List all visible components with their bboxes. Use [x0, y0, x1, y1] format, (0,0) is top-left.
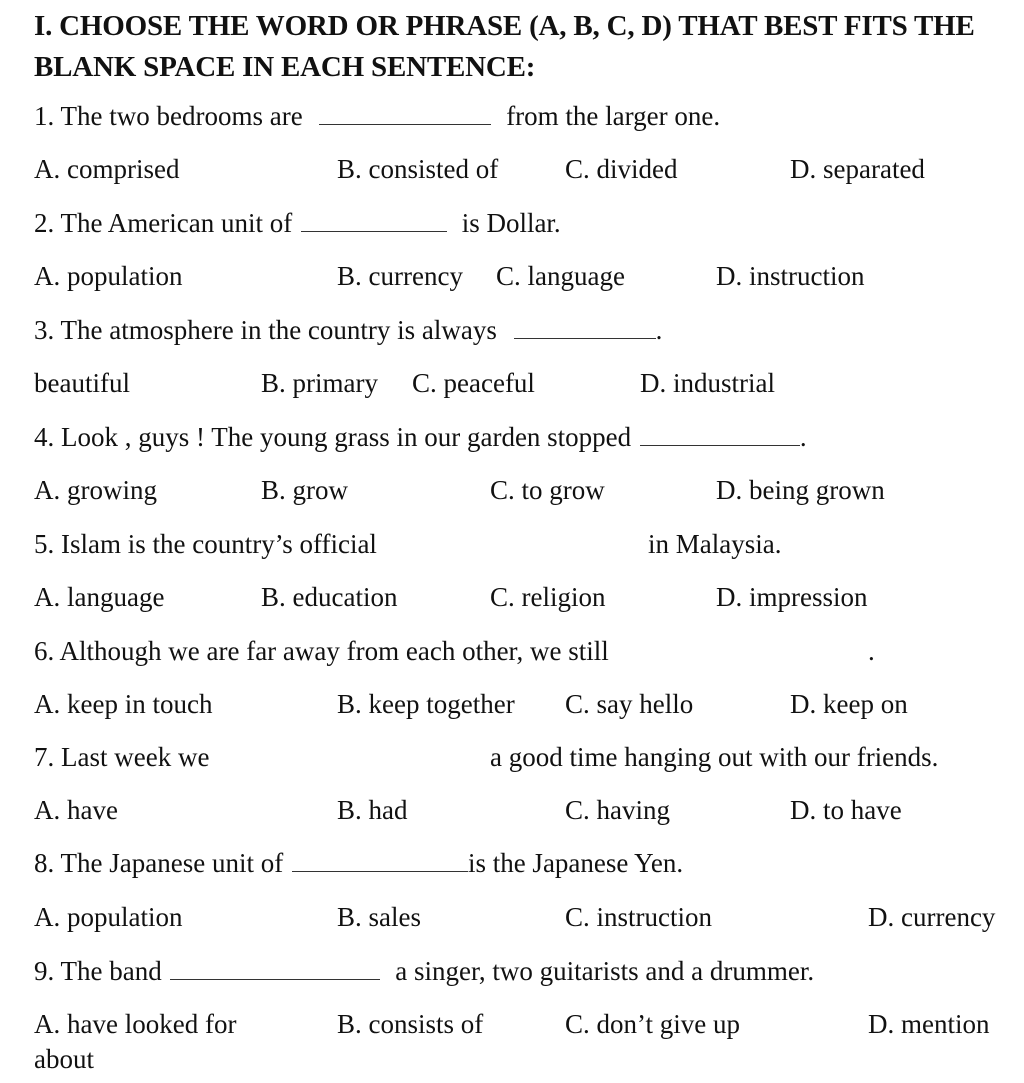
option-2b: B. currency — [337, 261, 463, 291]
option-5d: D. impression — [716, 582, 868, 612]
option-2a: A. population — [34, 261, 183, 291]
question-3-tail: . — [655, 315, 663, 345]
question-9-tail: a singer, two guitarists and a drummer. — [395, 956, 815, 986]
option-3d: D. industrial — [640, 368, 775, 398]
answer-blank — [319, 102, 491, 125]
option-7a: A. have — [34, 795, 118, 825]
option-7d: D. to have — [790, 795, 902, 825]
option-1c: C. divided — [565, 154, 678, 184]
option-4c: C. to grow — [490, 475, 605, 505]
option-3a: beautiful — [34, 368, 130, 398]
option-8c: C. instruction — [565, 902, 712, 932]
section-heading: I. CHOOSE THE WORD OR PHRASE (A, B, C, D) THAT BEST FITS THE BLANK SPACE IN EACH SENTENCE: — [34, 10, 975, 83]
answer-blank — [170, 957, 380, 980]
option-4b: B. grow — [261, 475, 348, 505]
question-2-tail: is Dollar. — [461, 208, 561, 238]
option-5a: A. language — [34, 582, 165, 612]
option-4d: D. being grown — [716, 475, 885, 505]
option-1a: A. comprised — [34, 154, 180, 184]
option-9c: C. don’t give up — [565, 1009, 740, 1039]
option-8d: D. currency — [868, 902, 996, 932]
question-9-text: 9. The band — [34, 956, 162, 986]
option-3c: C. peaceful — [412, 368, 535, 398]
option-9b: B. consists of — [337, 1009, 484, 1039]
question-4 — [34, 421, 807, 453]
answer-blank — [640, 423, 800, 446]
option-4a: A. growing — [34, 475, 157, 505]
question-3-text: 3. The atmosphere in the country is always — [34, 315, 497, 345]
question-5-text: 5. Islam is the country’s official — [34, 529, 377, 559]
option-9a: A. have looked for — [34, 1009, 237, 1039]
question-2-text: 2. The American unit of — [34, 208, 293, 238]
option-8b: B. sales — [337, 902, 421, 932]
question-7-tail: a good time hanging out with our friends. — [490, 742, 939, 772]
option-7b: B. had — [337, 795, 408, 825]
option-2c: C. language — [496, 261, 625, 291]
option-9a-continuation: about — [34, 1044, 94, 1074]
option-5b: B. education — [261, 582, 398, 612]
option-6d: D. keep on — [790, 689, 908, 719]
question-4-tail: . — [799, 422, 807, 452]
question-7-text: 7. Last week we — [34, 742, 210, 772]
question-5 — [34, 528, 377, 560]
option-8a: A. population — [34, 902, 183, 932]
option-6c: C. say hello — [565, 689, 694, 719]
question-8 — [34, 847, 683, 879]
answer-blank — [514, 316, 656, 339]
option-6b: B. keep together — [337, 689, 515, 719]
question-6-text: 6. Although we are far away from each other, we still — [34, 636, 609, 666]
question-2 — [34, 207, 561, 239]
option-3b: B. primary — [261, 368, 378, 398]
question-7 — [34, 741, 209, 773]
question-1 — [34, 100, 720, 132]
question-6 — [34, 635, 609, 667]
option-6a: A. keep in touch — [34, 689, 213, 719]
option-2d: D. instruction — [716, 261, 865, 291]
option-5c: C. religion — [490, 582, 606, 612]
answer-blank — [292, 849, 468, 872]
question-3 — [34, 314, 662, 346]
question-1-text: 1. The two bedrooms are — [34, 101, 303, 131]
question-8-text: 8. The Japanese unit of — [34, 848, 284, 878]
option-1b: B. consisted of — [337, 154, 499, 184]
answer-blank — [301, 209, 447, 232]
option-7c: C. having — [565, 795, 670, 825]
question-6-tail: . — [868, 636, 875, 666]
option-1d: D. separated — [790, 154, 925, 184]
option-9d: D. mention — [868, 1009, 990, 1039]
question-1-tail: from the larger one. — [506, 101, 721, 131]
question-8-tail: is the Japanese Yen. — [467, 848, 684, 878]
question-5-tail: in Malaysia. — [648, 529, 782, 559]
question-9 — [34, 955, 814, 987]
question-4-text: 4. Look , guys ! The young grass in our garden stopped — [34, 422, 632, 452]
